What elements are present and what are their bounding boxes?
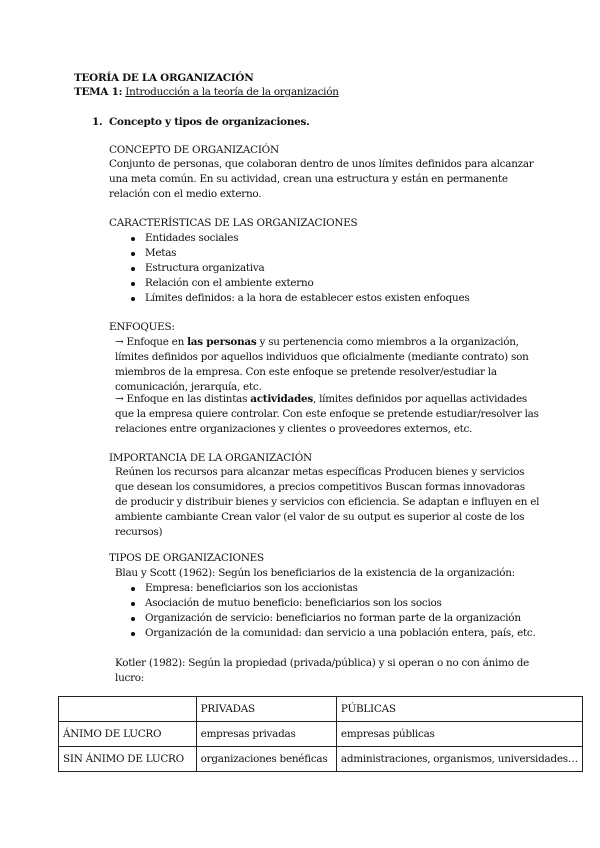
importancia-line: ambiente cambiante Crean valor (el valor de su output es superior al coste de los <box>115 511 525 523</box>
importancia-line: Reúnen los recursos para alcanzar metas específicas Producen bienes y servicios <box>115 466 525 478</box>
list-item: Estructura organizativa <box>145 262 265 274</box>
table-cell: empresas privadas <box>196 722 336 747</box>
section-number: 1. <box>92 116 103 128</box>
tema-text: Introducción a la teoría de la organización <box>125 86 339 98</box>
document-title: TEORÍA DE LA ORGANIZACIÓN <box>74 72 254 84</box>
enfoque-line: límites definidos por aquellos individuos que oficialmente (mediante contrato) son <box>115 351 529 363</box>
bullet-icon <box>131 617 135 621</box>
blau-intro: Blau y Scott (1962): Según los beneficiarios de la existencia de la organización: <box>115 567 515 579</box>
table-cell: SIN ÁNIMO DE LUCRO <box>59 747 197 772</box>
bullet-icon <box>131 282 135 286</box>
enfoque-personas-line <box>115 335 519 350</box>
table-header-cell: PRIVADAS <box>196 697 336 722</box>
bullet-icon <box>131 252 135 256</box>
kotler-line: Kotler (1982): Según la propiedad (privada/pública) y si operan o no con ánimo de <box>115 657 530 669</box>
list-item: Relación con el ambiente externo <box>145 277 314 289</box>
tema-label: TEMA 1: <box>74 86 123 98</box>
list-item: Asociación de mutuo beneficio: beneficiarios son los socios <box>145 597 442 609</box>
importancia-title: IMPORTANCIA DE LA ORGANIZACIÓN <box>109 452 312 464</box>
concepto-title: CONCEPTO DE ORGANIZACIÓN <box>109 144 279 156</box>
list-item: Entidades sociales <box>145 232 239 244</box>
table-header-cell <box>59 697 197 722</box>
table-cell: ÁNIMO DE LUCRO <box>59 722 197 747</box>
list-item: Organización de la comunidad: dan servicio a una población entera, país, etc. <box>145 627 536 639</box>
enfoque-bold: las personas <box>187 336 257 348</box>
table-row <box>59 722 583 747</box>
list-item: Organización de servicio: beneficiarios no forman parte de la organización <box>145 612 521 624</box>
table-cell: administraciones, organismos, universidades… <box>336 747 582 772</box>
bullet-icon <box>131 632 135 636</box>
enfoque-text: , límites definidos por aquellas actividades <box>313 393 527 405</box>
concepto-line: Conjunto de personas, que colaboran dentro de unos límites definidos para alcanzar <box>109 158 534 170</box>
table-cell: organizaciones benéficas <box>196 747 336 772</box>
concepto-line: relación con el medio externo. <box>109 188 262 200</box>
enfoque-text: → Enfoque en las distintas <box>115 393 251 405</box>
list-item: Metas <box>145 247 177 259</box>
enfoque-line: que la empresa quiere controlar. Con este enfoque se pretende estudiar/resolver las <box>115 408 539 420</box>
enfoque-line: miembros de la empresa. Con este enfoque se pretende resolver/estudiar la <box>115 366 497 378</box>
bullet-icon <box>131 297 135 301</box>
bullet-icon <box>131 237 135 241</box>
concepto-line: una meta común. En su actividad, crean una estructura y están en permanente <box>109 173 508 185</box>
bullet-icon <box>131 267 135 271</box>
kotler-line: lucro: <box>115 672 145 684</box>
importancia-line: recursos) <box>115 526 163 538</box>
enfoque-text: y su pertenencia como miembros a la organización, <box>256 336 519 348</box>
table-cell: empresas públicas <box>336 722 582 747</box>
enfoque-line: relaciones entre organizaciones y clientes o proveedores externos, etc. <box>115 423 473 435</box>
bullet-icon <box>131 587 135 591</box>
enfoque-text: → Enfoque en <box>115 336 188 348</box>
bullet-icon <box>131 602 135 606</box>
enfoque-actividades-line <box>115 392 527 407</box>
list-item: Límites definidos: a la hora de establecer estos existen enfoques <box>145 292 470 304</box>
kotler-table <box>58 696 583 772</box>
importancia-line: de producir y distribuir bienes y servicios con eficiencia. Se adaptan e influyen en el <box>115 496 540 508</box>
section-heading: Concepto y tipos de organizaciones. <box>109 116 310 128</box>
importancia-line: que desean los consumidores, a precios competitivos Buscan formas innovadoras <box>115 481 525 493</box>
tema-line <box>74 85 339 100</box>
table-header-row <box>59 697 583 722</box>
caracteristicas-title: CARACTERÍSTICAS DE LAS ORGANIZACIONES <box>109 217 358 229</box>
list-item: Empresa: beneficiarios son los accionistas <box>145 582 358 594</box>
table-header-cell: PÚBLICAS <box>336 697 582 722</box>
enfoque-bold: actividades <box>250 393 313 405</box>
tipos-title: TIPOS DE ORGANIZACIONES <box>109 552 264 564</box>
table-row <box>59 747 583 772</box>
enfoques-title: ENFOQUES: <box>109 321 175 333</box>
enfoque-line: comunicación, jerarquía, etc. <box>115 381 262 393</box>
